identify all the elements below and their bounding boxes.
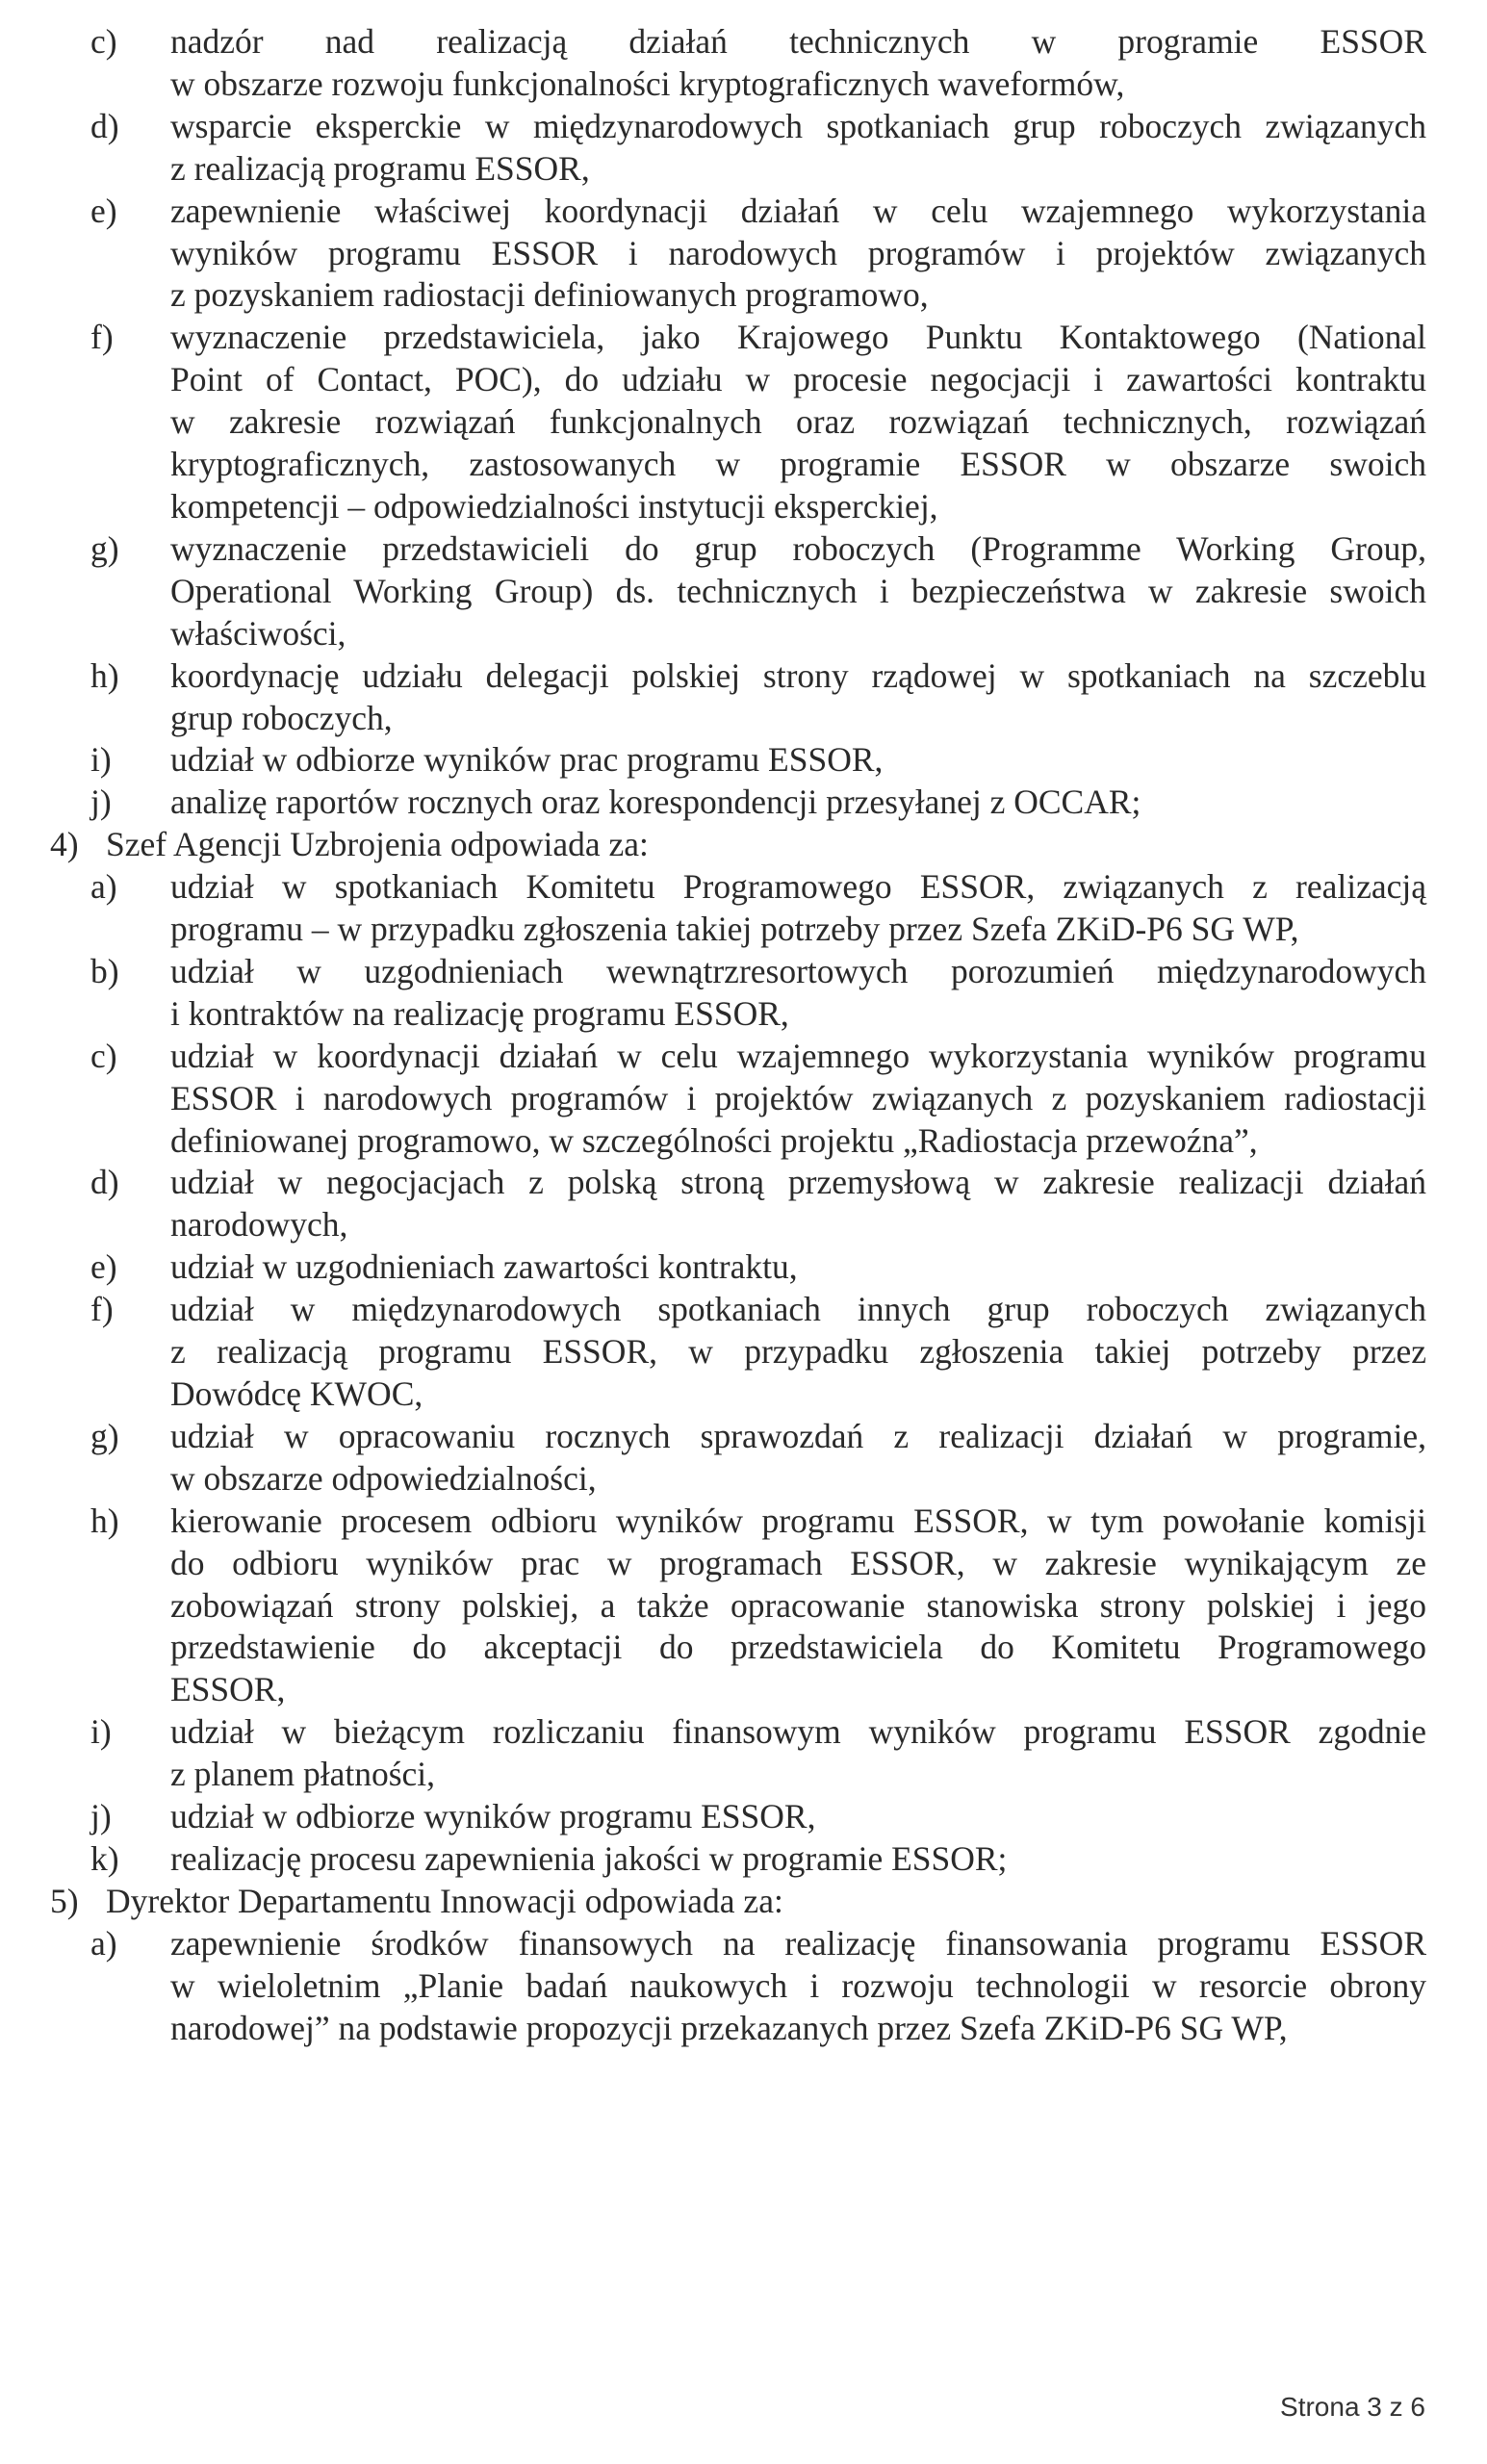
item-label: a) <box>90 867 117 907</box>
text-line <box>90 1501 1426 1543</box>
item-label: j) <box>90 783 112 822</box>
document-body <box>50 21 1426 2050</box>
text-line <box>50 1881 1426 1923</box>
item-label: f) <box>90 318 114 357</box>
item-label: f) <box>90 1290 114 1329</box>
text-line <box>170 444 1426 486</box>
item-text: definiowanej programowo, w szczególności projektu „Radiostacja przewoźna”, <box>170 1120 1258 1160</box>
list-item <box>90 1162 1426 1246</box>
text-line <box>170 1331 1426 1373</box>
list-item <box>90 1711 1426 1796</box>
item-text: udział w koordynacji działań w celu wzajemnego wykorzystania wyników programu <box>170 1036 1426 1075</box>
text-line <box>170 2008 1426 2050</box>
text-line <box>90 866 1426 909</box>
text-line <box>90 739 1426 782</box>
item-text: zobowiązań strony polskiej, a także opracowanie stanowiska strony polskiej i jego <box>170 1585 1426 1625</box>
item-text: koordynację udziału delegacji polskiej strony rządowej w spotkaniach na szczeblu <box>170 655 1426 695</box>
text-line <box>170 613 1426 655</box>
item-label: c) <box>90 1036 117 1075</box>
text-line <box>170 359 1426 401</box>
list-item <box>90 191 1426 318</box>
item-text: wyników programu ESSOR i narodowych programów i projektów związanych <box>170 233 1426 272</box>
list-item <box>90 21 1426 106</box>
list-item <box>90 1246 1426 1289</box>
item-text: z realizacją programu ESSOR, w przypadku zgłoszenia takiej potrzeby przez <box>170 1332 1426 1372</box>
item-label: a) <box>90 1923 117 1963</box>
item-text: w obszarze rozwoju funkcjonalności kryptograficznych waveformów, <box>170 64 1125 103</box>
item-text: zapewnienie właściwej koordynacji działań w celu wzajemnego wykorzystania <box>170 191 1426 230</box>
item-text: programu – w przypadku zgłoszenia takiej potrzeby przez Szefa ZKiD-P6 SG WP, <box>170 910 1299 949</box>
item-text: z pozyskaniem radiostacji definiowanych programowo, <box>170 275 929 315</box>
text-line <box>170 401 1426 444</box>
text-line <box>170 233 1426 275</box>
text-line <box>170 571 1426 613</box>
text-line <box>170 274 1426 317</box>
text-line <box>90 1289 1426 1331</box>
item-text: udział w uzgodnieniach zawartości kontraktu, <box>170 1247 798 1287</box>
text-line <box>90 21 1426 64</box>
item-text: w zakresie rozwiązań funkcjonalnych oraz rozwiązań technicznych, rozwiązań <box>170 402 1426 442</box>
list-item <box>90 1838 1426 1881</box>
text-line <box>90 106 1426 148</box>
list-item <box>90 782 1426 824</box>
section-item <box>50 1881 1426 1923</box>
list-item <box>90 1416 1426 1501</box>
text-line <box>90 1923 1426 1965</box>
item-text: udział w międzynarodowych spotkaniach innych grup roboczych związanych <box>170 1290 1426 1329</box>
item-text: Dowódcę KWOC, <box>170 1374 423 1413</box>
list-container <box>50 21 1426 2050</box>
text-line <box>170 1120 1426 1163</box>
item-label: g) <box>90 1416 119 1455</box>
item-label: e) <box>90 1247 117 1287</box>
item-text: narodowej” na podstawie propozycji przekazanych przez Szefa ZKiD-P6 SG WP, <box>170 2008 1288 2047</box>
text-line <box>170 1585 1426 1628</box>
item-label: d) <box>90 106 119 145</box>
item-label: d) <box>90 1163 119 1202</box>
text-line <box>90 317 1426 359</box>
text-line <box>90 1162 1426 1204</box>
item-label: i) <box>90 740 112 780</box>
list-item <box>90 739 1426 782</box>
item-text: udział w opracowaniu rocznych sprawozdań z realizacji działań w programie, <box>170 1416 1426 1455</box>
text-line <box>90 1796 1426 1838</box>
text-line <box>170 1965 1426 2008</box>
item-label: h) <box>90 655 119 695</box>
list-item <box>90 106 1426 191</box>
list-item <box>90 317 1426 528</box>
item-label: 5) <box>50 1881 79 1920</box>
list-item <box>90 528 1426 655</box>
text-line <box>170 1669 1426 1711</box>
item-text: narodowych, <box>170 1205 348 1245</box>
item-text: realizację procesu zapewnienia jakości w programie ESSOR; <box>170 1838 1008 1878</box>
list-item <box>90 1796 1426 1838</box>
item-text: do odbioru wyników prac w programach ESSOR, w zakresie wynikającym ze <box>170 1543 1426 1582</box>
text-line <box>170 1373 1426 1416</box>
item-text: ESSOR i narodowych programów i projektów związanych z pozyskaniem radiostacji <box>170 1078 1426 1117</box>
item-text: wyznaczenie przedstawiciela, jako Krajowego Punktu Kontaktowego (National <box>170 318 1426 357</box>
item-label: 4) <box>50 825 79 864</box>
item-text: z realizacją programu ESSOR, <box>170 148 590 188</box>
item-text: kryptograficznych, zastosowanych w programie ESSOR w obszarze swoich <box>170 445 1426 484</box>
item-label: j) <box>90 1797 112 1836</box>
text-line <box>50 824 1426 866</box>
item-text: analizę raportów rocznych oraz korespondencji przesyłanej z OCCAR; <box>170 783 1141 822</box>
text-line <box>170 993 1426 1036</box>
item-label: h) <box>90 1501 119 1540</box>
item-text: Szef Agencji Uzbrojenia odpowiada za: <box>106 825 649 864</box>
item-label: g) <box>90 528 119 568</box>
item-text: właściwości, <box>170 613 346 653</box>
item-text: grup roboczych, <box>170 698 393 737</box>
section-item <box>50 824 1426 866</box>
item-text: ESSOR, <box>170 1670 286 1709</box>
item-text: udział w bieżącym rozliczaniu finansowym wyników programu ESSOR zgodnie <box>170 1712 1426 1752</box>
item-text: udział w spotkaniach Komitetu Programowego ESSOR, związanych z realizacją <box>170 867 1426 907</box>
text-line <box>90 655 1426 698</box>
item-text: przedstawienie do akceptacji do przedstawiciela do Komitetu Programowego <box>170 1628 1426 1667</box>
text-line <box>90 1711 1426 1754</box>
text-line <box>90 1036 1426 1078</box>
list-item <box>90 1501 1426 1712</box>
text-line <box>170 909 1426 951</box>
item-text: Point of Contact, POC), do udziału w procesie negocjacji i zawartości kontraktu <box>170 360 1426 399</box>
text-line <box>170 486 1426 528</box>
item-text: udział w odbiorze wyników prac programu ESSOR, <box>170 740 884 780</box>
text-line <box>170 148 1426 191</box>
text-line <box>90 1416 1426 1458</box>
page-number: Strona 3 z 6 <box>1280 2392 1425 2422</box>
list-item <box>90 1289 1426 1416</box>
item-text: z planem płatności, <box>170 1755 436 1794</box>
item-text: Operational Working Group) ds. technicznych i bezpieczeństwa w zakresie swoich <box>170 571 1426 610</box>
item-text: udział w uzgodnieniach wewnątrzresortowych porozumień międzynarodowych <box>170 951 1426 990</box>
list-item <box>90 951 1426 1036</box>
item-text: wsparcie eksperckie w międzynarodowych spotkaniach grup roboczych związanych <box>170 106 1426 145</box>
text-line <box>170 1458 1426 1501</box>
text-line <box>90 1838 1426 1881</box>
text-line <box>170 1754 1426 1796</box>
item-label: i) <box>90 1712 112 1752</box>
text-line <box>170 64 1426 106</box>
item-text: Dyrektor Departamentu Innowacji odpowiada za: <box>106 1881 783 1920</box>
text-line <box>170 1078 1426 1120</box>
text-line <box>90 951 1426 993</box>
item-text: udział w negocjacjach z polską stroną przemysłową w zakresie realizacji działań <box>170 1163 1426 1202</box>
item-text: wyznaczenie przedstawicieli do grup roboczych (Programme Working Group, <box>170 528 1426 568</box>
item-label: c) <box>90 22 117 61</box>
list-item <box>90 1036 1426 1163</box>
list-item <box>90 655 1426 740</box>
item-text: w obszarze odpowiedzialności, <box>170 1458 597 1498</box>
item-text: i kontraktów na realizację programu ESSOR, <box>170 993 789 1033</box>
item-label: b) <box>90 951 119 990</box>
item-text: kompetencji – odpowiedzialności instytucji eksperckiej, <box>170 486 938 526</box>
text-line <box>90 528 1426 571</box>
item-text: nadzór nad realizacją działań technicznych w programie ESSOR <box>170 22 1426 61</box>
text-line <box>170 698 1426 740</box>
item-label: e) <box>90 191 117 230</box>
text-line <box>170 1204 1426 1246</box>
text-line <box>170 1627 1426 1669</box>
item-label: k) <box>90 1838 119 1878</box>
item-text: w wieloletnim „Planie badań naukowych i rozwoju technologii w resorcie obrony <box>170 1965 1426 2005</box>
item-text: udział w odbiorze wyników programu ESSOR, <box>170 1797 816 1836</box>
text-line <box>90 782 1426 824</box>
text-line <box>90 1246 1426 1289</box>
item-text: kierowanie procesem odbioru wyników programu ESSOR, w tym powołanie komisji <box>170 1501 1426 1540</box>
text-line <box>90 191 1426 233</box>
item-text: zapewnienie środków finansowych na realizację finansowania programu ESSOR <box>170 1923 1426 1963</box>
text-line <box>170 1543 1426 1585</box>
list-item <box>90 866 1426 951</box>
list-item <box>90 1923 1426 2050</box>
